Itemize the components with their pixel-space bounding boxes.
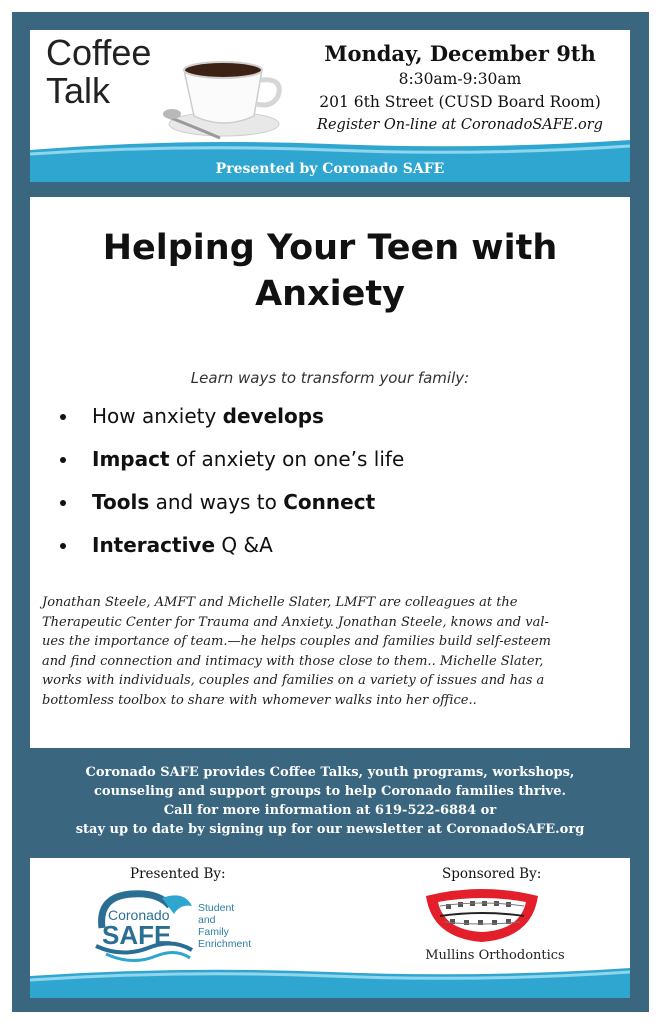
logo-line-2: Talk <box>46 70 111 111</box>
info-line-newsletter: stay up to date by signing up for our newsletter at CoronadoSAFE.org <box>75 822 585 837</box>
presented-by-label: Presented By: <box>130 866 226 882</box>
safe-logo-top: Coronado <box>108 907 170 923</box>
sponsor-name: Mullins Orthodontics <box>425 948 565 963</box>
bio-line: Jonathan Steele, AMFT and Michelle Slater, LMFT are colleagues at the <box>42 595 518 610</box>
safe-logo-tagline: Student and Family Enrichment <box>198 902 252 950</box>
safe-logo-main: SAFE <box>102 920 172 950</box>
footer-panel <box>30 858 630 998</box>
coffee-talk-logo <box>46 34 151 110</box>
event-date: Monday, December 9th <box>324 41 596 66</box>
presented-by-banner: Presented by Coronado SAFE <box>215 161 445 177</box>
list-item: Tools and ways to Connect <box>58 485 404 528</box>
info-line: Coronado SAFE provides Coffee Talks, youth programs, workshops, <box>85 765 575 780</box>
list-item: How anxiety develops <box>58 399 404 442</box>
info-line-phone: Call for more information at 619-522-6884 or <box>163 803 497 818</box>
title-line-1: Helping Your Teen with <box>102 228 558 268</box>
sponsored-by-label: Sponsored By: <box>442 866 542 882</box>
presenter-bio <box>42 593 622 710</box>
coronado-safe-logo <box>92 888 196 966</box>
bio-line: ues the importance of team.—he helps couples and families build self-esteem <box>42 634 551 649</box>
subtitle: Learn ways to transform your family: <box>190 369 470 387</box>
footer-wave <box>30 966 630 998</box>
bio-line: works with individuals, couples and families on a variety of issues and has a <box>42 673 545 688</box>
register-online[interactable]: Register On-line at CoronadoSAFE.org <box>317 117 603 133</box>
smile-braces-icon <box>422 888 542 946</box>
header-panel <box>30 30 630 182</box>
info-line: counseling and support groups to help Coronado families thrive. <box>94 784 566 799</box>
page-title <box>30 225 630 317</box>
bio-line: Therapeutic Center for Trauma and Anxiety. Jonathan Steele, knows and val- <box>42 614 549 630</box>
topic-list <box>58 399 404 571</box>
bio-line: bottomless toolbox to share with whomever walks into her office.. <box>42 692 477 708</box>
event-location: 201 6th Street (CUSD Board Room) <box>319 93 601 111</box>
info-band <box>30 763 630 839</box>
list-item: Interactive Q &A <box>58 528 404 571</box>
logo-line-1: Coffee <box>46 32 152 73</box>
list-item: Impact of anxiety on one’s life <box>58 442 404 485</box>
event-time: 8:30am-9:30am <box>398 70 522 88</box>
main-panel <box>30 197 630 748</box>
coffee-cup-icon <box>162 52 292 142</box>
title-line-2: Anxiety <box>255 274 405 314</box>
event-info <box>290 40 630 136</box>
bio-line: and find connection and intimacy with those close to them.. Michelle Slater, <box>42 653 544 669</box>
